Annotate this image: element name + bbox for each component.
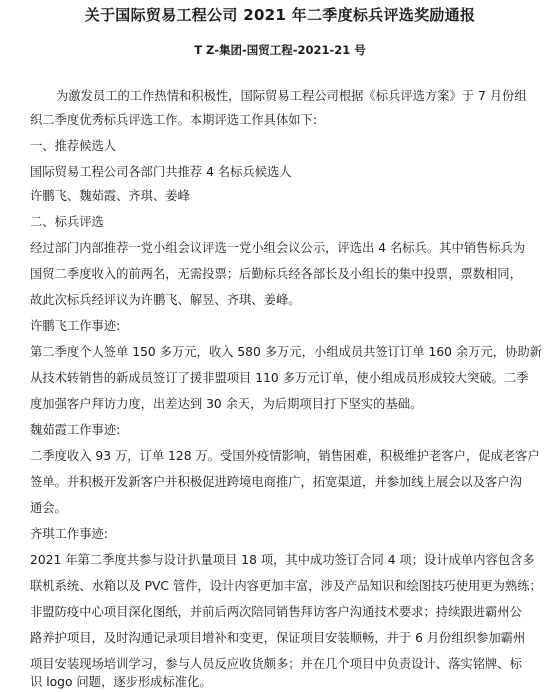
- paragraph-line: 织二季度优秀标兵评选工作。本期评选工作具体如下:: [30, 113, 317, 127]
- paragraph-line: 2021 年第二季度共参与设计扒量项目 18 项，其中成功签订合同 4 项；设计成单内容包含多: [30, 553, 535, 567]
- section-heading: 二、标兵评选: [30, 215, 104, 229]
- paragraph-line: 通会。: [30, 501, 67, 515]
- paragraph-line: 路养护项目，及时沟通记录项目增补和变更，保证项目安装顺畅，并于 6 月份组织参加霸州: [30, 631, 526, 645]
- paragraph-line: 从技术转销售的新成员签订了援非盟项目 110 多万元订单，使小组成员形成较大突破。二季: [30, 371, 529, 385]
- paragraph-line: 经过部门内部推荐一党小组会议评选一党小组会议公示，评选出 4 名标兵。其中销售标兵为: [30, 241, 526, 255]
- paragraph-line: 二季度收入 93 万，订单 128 万。受国外疫情影响，销售困难，积极维护老客户，促成老客户: [30, 449, 540, 463]
- document-number: T Z-集团-国贸工程-2021-21 号: [194, 43, 366, 57]
- paragraph-line: 国贸二季度收入的前两名，无需投票；后勤标兵经各部长及小组长的集中投票，票数相同，: [30, 267, 522, 281]
- paragraph-line: 识 logo 问题，逐步形成标准化。: [30, 675, 212, 689]
- paragraph-line: 项目安装现场培训学习，参与人员反应收货颇多；并在几个项目中负责设计、落实铭牌、标: [30, 657, 522, 671]
- person-heading: 许鹏飞工作事迹:: [30, 319, 121, 333]
- paragraph-line: 度加强客户拜访力度，出差达到 30 余天，为后期项目打下坚实的基础。: [30, 397, 423, 411]
- candidate-list: 许鹏飞、魏茹霞、齐琪、姜峰: [30, 189, 190, 203]
- paragraph-line: 第二季度个人签单 150 多万元，收入 580 多万元，小组成员共签订订单 160 余万元，协助新: [30, 345, 542, 359]
- person-heading: 魏茹霞工作事迹:: [30, 423, 121, 437]
- section-heading: 一、推荐候选人: [30, 139, 117, 153]
- paragraph-line: 非盟防疫中心项目深化图纸，并前后两次陪同销售拜访客户沟通技术要求；持续跟进霸州公: [30, 605, 522, 619]
- paragraph-line: 国际贸易工程公司各部门共推荐 4 名标兵候选人: [30, 165, 292, 179]
- paragraph-line: 为激发员工的工作热情和积极性，国际贸易工程公司根据《标兵评选方案》于 7 月份组: [56, 89, 527, 103]
- document-title: 关于国际贸易工程公司 2021 年二季度标兵评选奖励通报: [84, 6, 476, 24]
- paragraph-line: 联机系统、水箱以及 PVC 管件，设计内容更加丰富，涉及产品知识和绘图技巧使用更为熟练；: [30, 579, 542, 593]
- person-heading: 齐琪工作事迹:: [30, 527, 108, 541]
- paragraph-line: 签单。并积极开发新客户并积极促进跨境电商推广，拓宽渠道，并参加线上展会以及客户沟: [30, 475, 522, 489]
- paragraph-line: 故此次标兵经评议为许鹏飞、解昱、齐琪、姜峰。: [30, 293, 301, 307]
